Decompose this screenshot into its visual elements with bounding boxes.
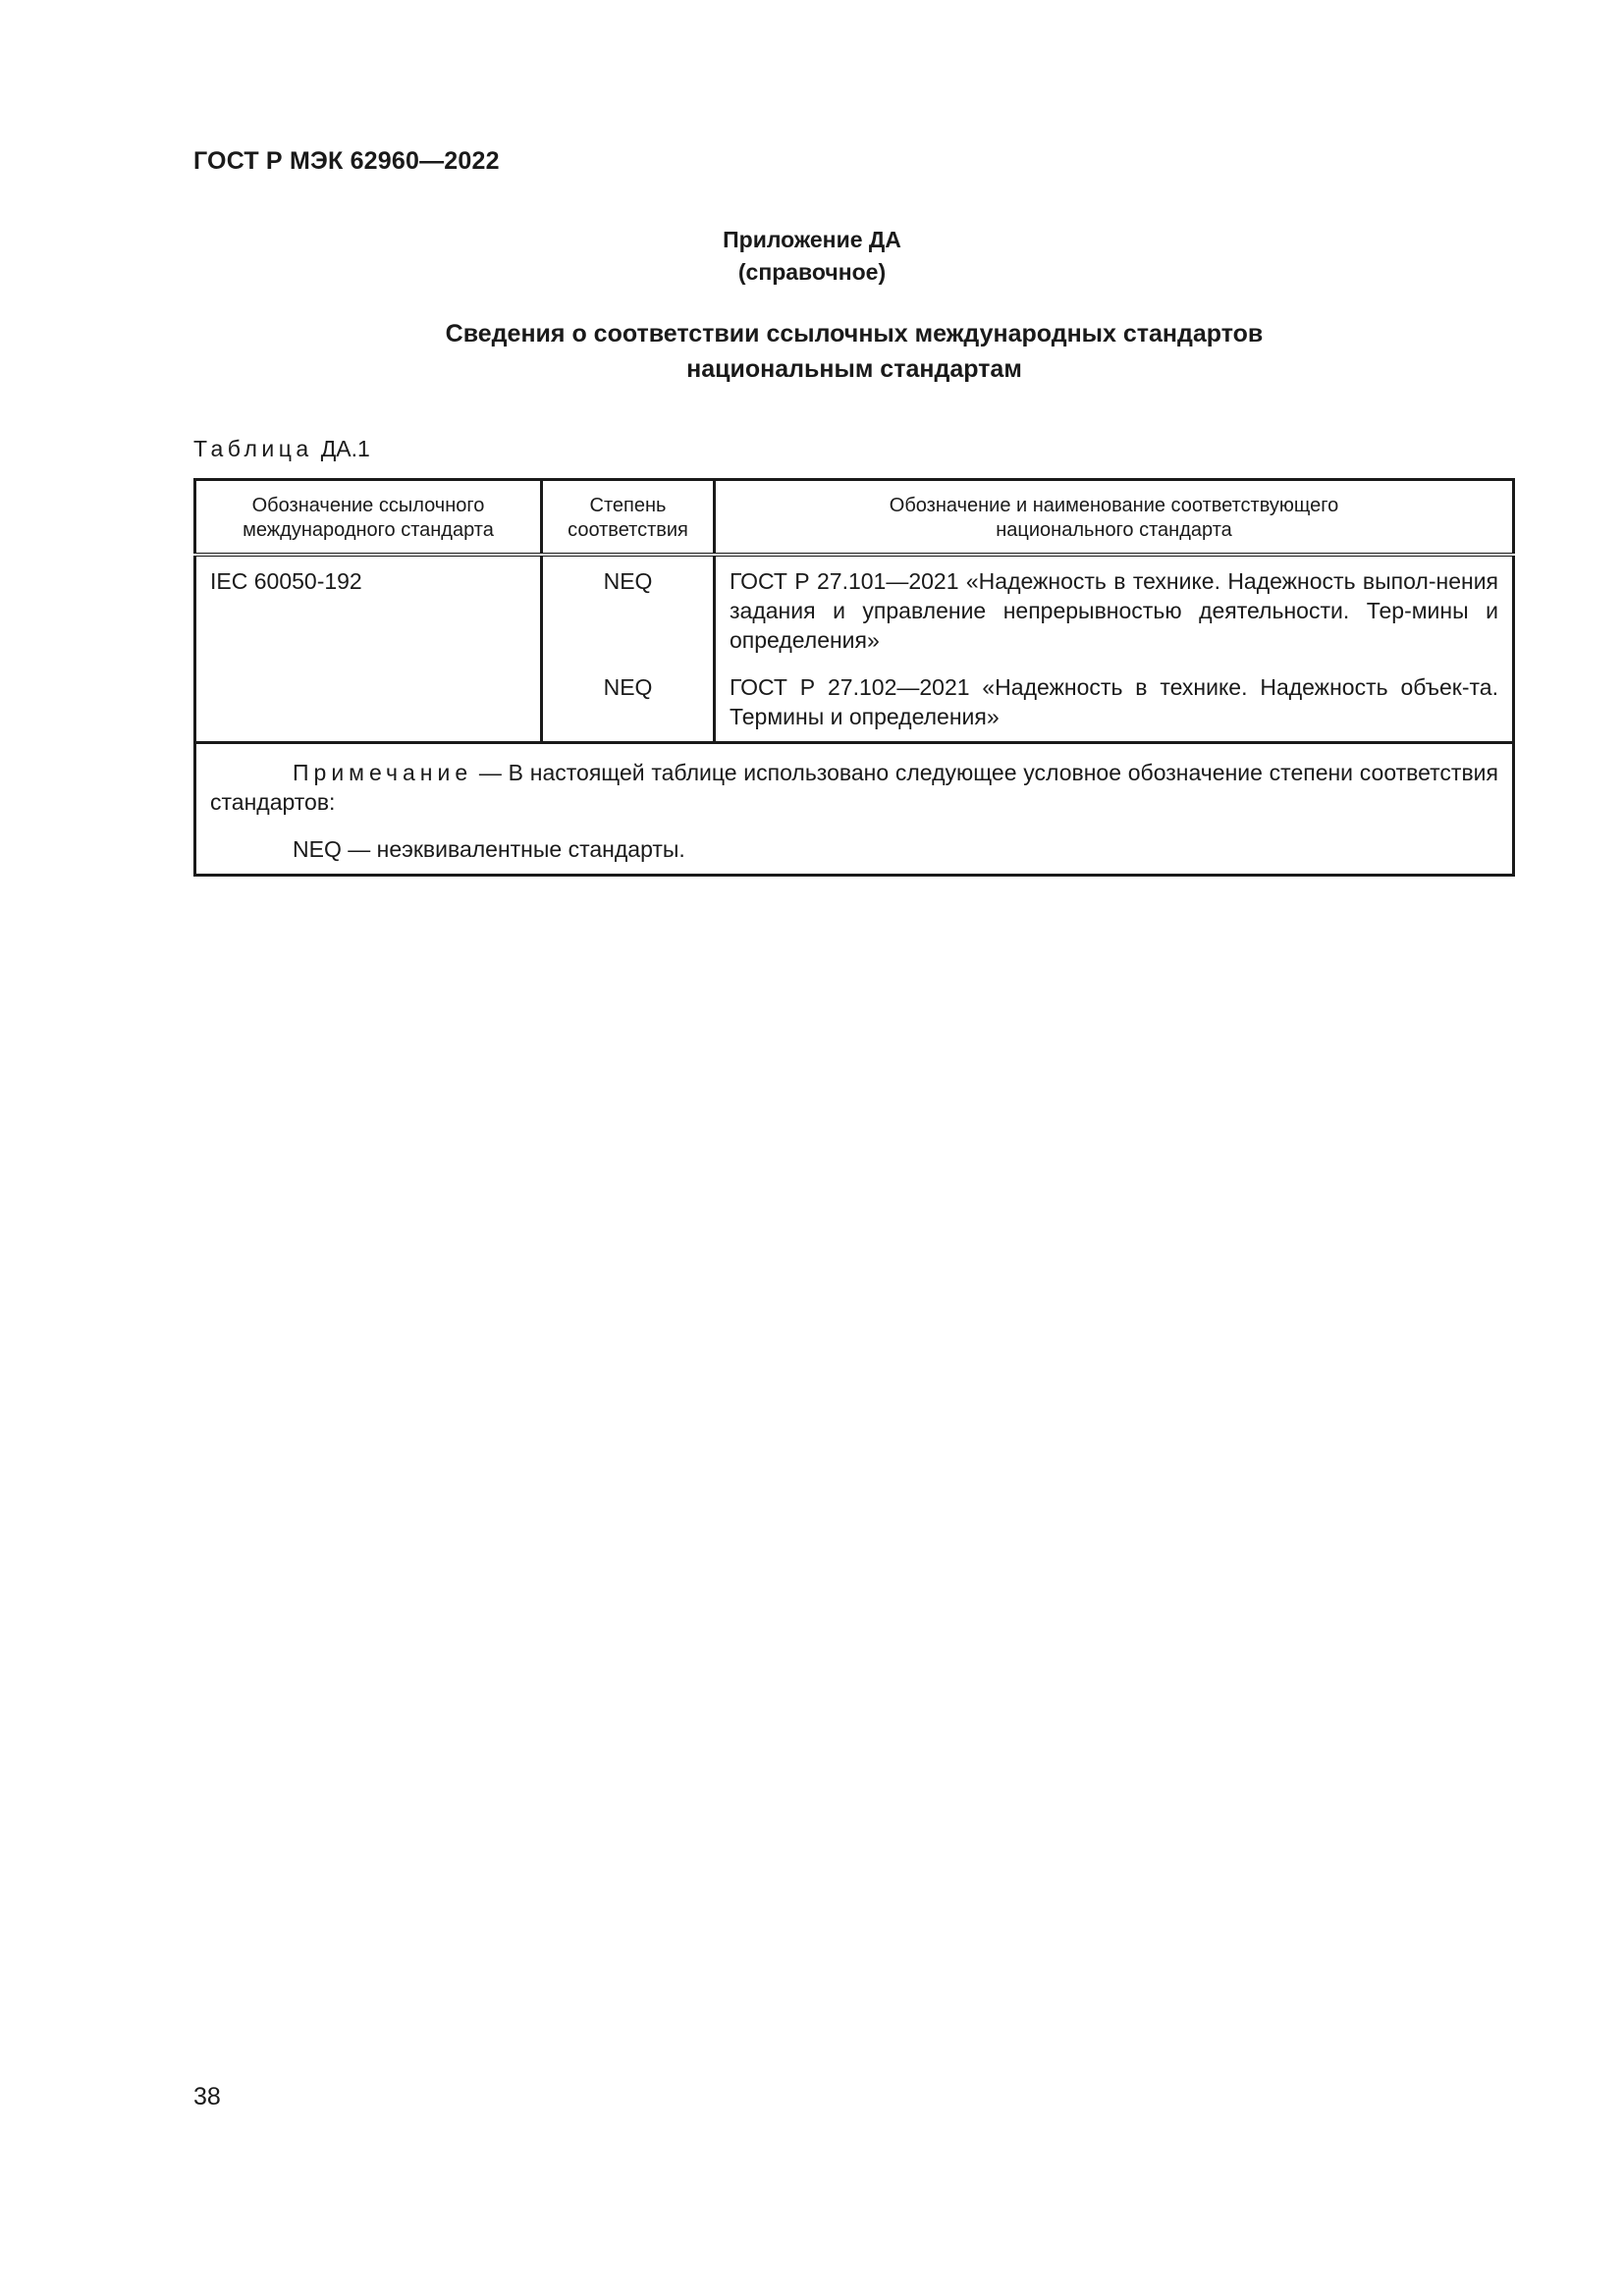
annex-heading: [0, 316, 1624, 387]
annex-type-line: (справочное): [737, 259, 887, 285]
document-code: ГОСТ Р МЭК 62960—2022: [193, 147, 500, 175]
annex-title-line: Приложение ДА: [723, 227, 901, 252]
annex-heading-line1: Сведения о соответствии ссылочных международных стандартов: [445, 320, 1264, 347]
table-caption: [193, 436, 370, 462]
note-label: Примечание: [293, 760, 473, 785]
table-header-row: [195, 480, 1514, 556]
header-degree: Степень соответствия: [542, 480, 715, 556]
correspondence-table: [193, 478, 1515, 877]
annex-title: [0, 224, 1624, 289]
table-caption-word: Таблица: [193, 436, 313, 461]
table-row: [195, 555, 1514, 655]
correspondence-table-wrapper: [193, 478, 1512, 877]
note-body: — В настоящей таблице использовано следующее условное обозначение степени соответствия стандартов:: [210, 760, 1498, 815]
table-note-row: [195, 743, 1514, 876]
header-national-standard: Обозначение и наименование соответствующего национального стандарта: [715, 480, 1514, 556]
header-reference-standard: Обозначение ссылочного международного стандарта: [195, 480, 542, 556]
note-legend: NEQ — неэквивалентные стандарты.: [293, 836, 685, 862]
annex-heading-line2: национальным стандартам: [686, 355, 1022, 383]
cell-degree: NEQ: [542, 655, 715, 743]
cell-reference-standard: [195, 655, 542, 743]
note-text: [210, 758, 1498, 817]
cell-reference-standard: IEC 60050-192: [195, 555, 542, 655]
table-note: [195, 743, 1514, 876]
cell-national-standard: ГОСТ Р 27.102—2021 «Надежность в технике. Надежность объек-та. Термины и определения»: [715, 655, 1514, 743]
table-caption-number: ДА.1: [320, 436, 370, 461]
cell-degree: NEQ: [542, 555, 715, 655]
cell-national-standard: ГОСТ Р 27.101—2021 «Надежность в технике. Надежность выпол-нения задания и управление непрерывностью деятельности. Тер-мины и определения»: [715, 555, 1514, 655]
table-row: [195, 655, 1514, 743]
page-number: 38: [193, 2083, 221, 2110]
